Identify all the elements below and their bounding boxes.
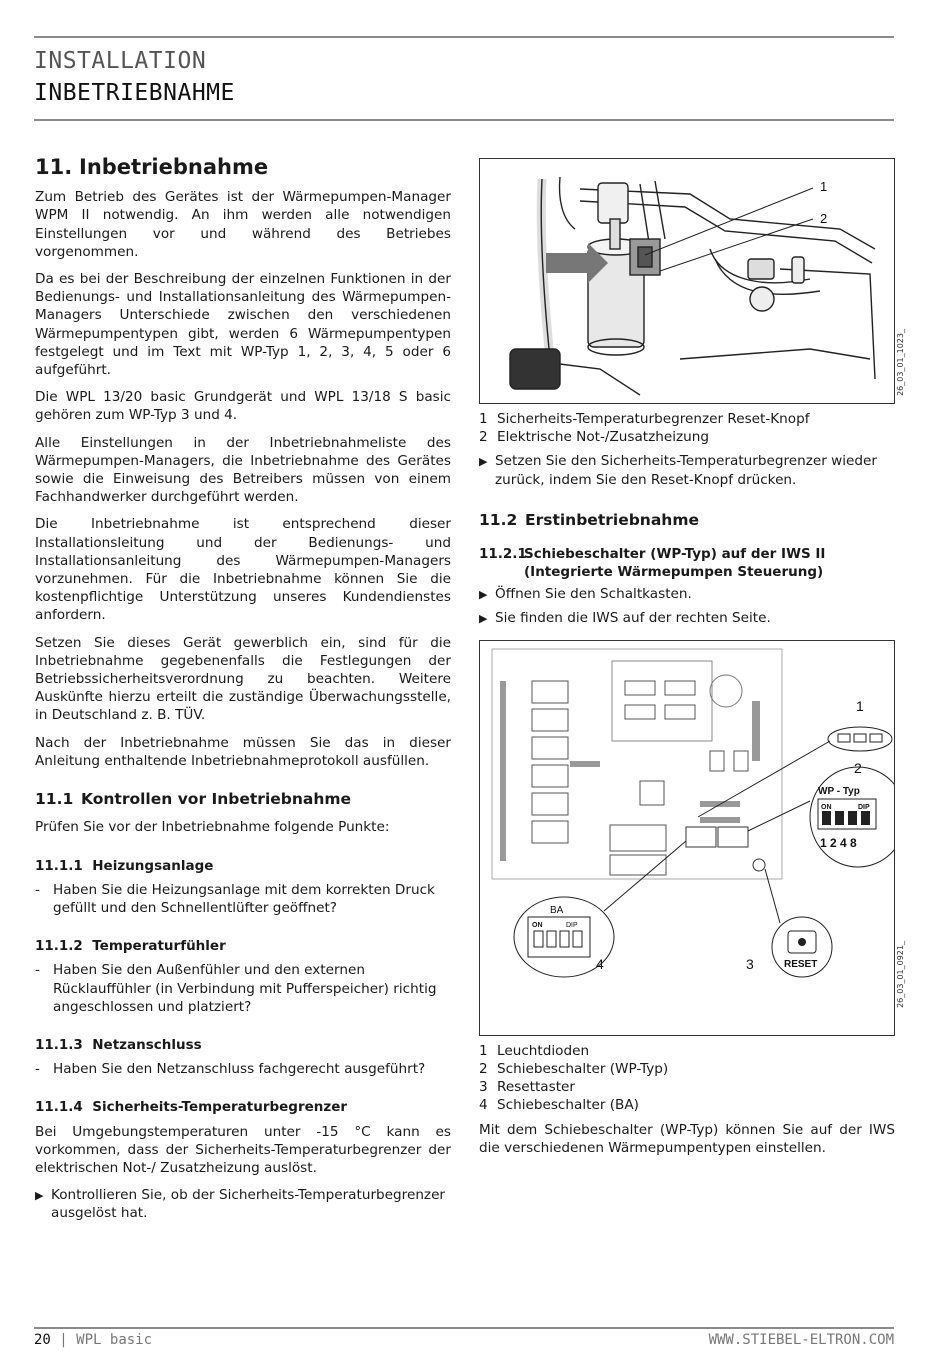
- subsection-title: Schiebeschalter (WP-Typ) auf der IWS II: [524, 546, 826, 563]
- legend-text: Schiebeschalter (WP-Typ): [497, 1061, 669, 1078]
- figure-code: 26_03_01_0921_: [896, 940, 905, 1008]
- legend-text: Resettaster: [497, 1079, 575, 1096]
- subsection-title: Heizungsanlage: [92, 857, 214, 874]
- dash-marker: -: [35, 1061, 40, 1078]
- paragraph: Nach der Inbetriebnahme müssen Sie das in dieser Anleitung enthaltende Inbetriebnahmeprotokoll ausfüllen.: [35, 734, 451, 769]
- ba-dip-label: DIP: [566, 921, 578, 929]
- wp-dip-numbers: 1 2 4 8: [820, 835, 857, 850]
- chapter-title: Inbetriebnahme: [79, 155, 269, 179]
- ba-label: BA: [550, 904, 564, 916]
- callout-2: 2: [820, 211, 828, 226]
- subsection-heading: [479, 545, 895, 581]
- paragraph: Bei Umgebungstemperaturen unter -15 °C kann es vorkommen, dass der Sicherheits-Temperaturbegrenzer der elektrischen Not-/ Zusatzheizung auslöst.: [35, 1123, 451, 1176]
- wp-dip-label: DIP: [858, 803, 870, 811]
- legend-text: Sicherheits-Temperaturbegrenzer Reset-Knopf: [497, 411, 810, 427]
- subsection-heading: [35, 1098, 451, 1116]
- arrow-icon: ▶: [479, 611, 488, 625]
- iws-board-illustration: [480, 641, 894, 1035]
- action-item: [479, 585, 895, 604]
- section-heading-11-1: [35, 790, 451, 808]
- subsection-title: Netzanschluss: [92, 1036, 202, 1053]
- wp-on-label: ON: [821, 803, 832, 811]
- dash-marker: -: [35, 962, 40, 979]
- subsection-heading: [35, 857, 451, 875]
- footer-url[interactable]: WWW.STIEBEL-ELTRON.COM: [708, 1332, 894, 1348]
- action-item: [35, 1186, 451, 1222]
- subsection-number: 11.1.3: [35, 1036, 83, 1053]
- subsection-number: 11.1.4: [35, 1099, 83, 1116]
- paragraph: Da es bei der Beschreibung der einzelnen Funktionen in der Bedienungs- und Installationsanleitung des Wärmepumpen-Managers Unterschiede zwischen den verschiedenen Wärmepumpentypen gibt, werden 6 Wärmepumpentypen festgelegt und im Text mit WP-Typ 1, 2, 3, 4, 5 oder 6 aufgeführt.: [35, 271, 451, 379]
- legend-item: [479, 410, 895, 428]
- paragraph: Alle Einstellungen in der Inbetriebnahmeliste des Wärmepumpen-Managers, die Inbetriebnahme des Gerätes sowie die Einweisung des Betreibers müssen von einem Fachhandwerker durchgeführt werden.: [35, 434, 451, 506]
- reset-label: RESET: [784, 958, 818, 970]
- legend-item: [479, 1060, 895, 1078]
- check-item: [35, 881, 451, 917]
- action-text: Setzen Sie den Sicherheits-Temperaturbegrenzer wieder zurück, indem Sie den Reset-Knopf drücken.: [495, 453, 877, 488]
- figure-code: 26_03_01_1023_: [896, 329, 905, 396]
- dash-marker: -: [35, 881, 40, 898]
- check-item-text: Haben Sie die Heizungsanlage mit dem korrekten Druck gefüllt und den Schnellentlüfter geöffnet?: [53, 881, 435, 916]
- arrow-icon: ▶: [35, 1189, 44, 1203]
- arrow-icon: ▶: [479, 588, 488, 602]
- legend-item: [479, 1078, 895, 1096]
- paragraph: Zum Betrieb des Gerätes ist der Wärmepumpen-Manager WPM II notwendig. An ihm werden alle notwendigen Einstellungen vor und während des Betriebes vorgenommen.: [35, 189, 451, 260]
- footer-rule: [34, 1327, 894, 1329]
- section-title: Erstinbetriebnahme: [525, 510, 699, 529]
- chapter-heading: [35, 155, 451, 179]
- legend-text: Schiebeschalter (BA): [497, 1097, 639, 1114]
- subsection-number: 11.2.1: [479, 546, 527, 563]
- left-column: [35, 155, 451, 1227]
- action-text: Öffnen Sie den Schaltkasten.: [495, 586, 692, 603]
- section-number: 11.2: [479, 510, 518, 529]
- figure2-legend: [479, 1042, 895, 1115]
- legend-number: 2: [479, 429, 488, 446]
- section-number: 11.1: [35, 790, 74, 809]
- action-text: Kontrollieren Sie, ob der Sicherheits-Temperaturbegrenzer ausgelöst hat.: [51, 1187, 446, 1222]
- section-title: Kontrollen vor Inbetriebnahme: [81, 790, 352, 809]
- callout-4: 4: [596, 955, 604, 972]
- chapter-number: 11.: [35, 155, 73, 179]
- subsection-title: Sicherheits-Temperaturbegrenzer: [92, 1099, 348, 1116]
- legend-text: Leuchtdioden: [497, 1042, 590, 1059]
- action-text: Sie finden die IWS auf der rechten Seite.: [495, 609, 771, 626]
- header-section: INSTALLATION: [34, 48, 207, 74]
- subsection-heading: [35, 937, 451, 955]
- figure-heater-photo: [479, 158, 905, 404]
- legend-number: 3: [479, 1079, 488, 1096]
- subsection-title-line2: (Integrierte Wärmepumpen Steuerung): [524, 564, 824, 581]
- callout-2: 2: [854, 759, 862, 776]
- legend-item: [479, 428, 895, 446]
- subsection-title: Temperaturfühler: [92, 938, 226, 955]
- figure-iws-board: [479, 640, 905, 1036]
- header-bottom-rule: [34, 119, 894, 121]
- subsection-number: 11.1.1: [35, 857, 83, 874]
- section-heading-11-2: [479, 511, 895, 529]
- callout-1: 1: [820, 179, 828, 194]
- legend-item: [479, 1096, 895, 1114]
- legend-number: 4: [479, 1097, 488, 1114]
- paragraph: Die WPL 13/20 basic Grundgerät und WPL 13/18 S basic gehören zum WP-Typ 3 und 4.: [35, 389, 451, 424]
- subsection-number: 11.1.2: [35, 938, 83, 955]
- check-item-text: Haben Sie den Netzanschluss fachgerecht ausgeführt?: [53, 1061, 426, 1078]
- paragraph: Mit dem Schiebeschalter (WP-Typ) können Sie auf der IWS die verschiedenen Wärmepumpentypen einstellen.: [479, 1121, 895, 1156]
- wp-type-label: WP - Typ: [818, 785, 860, 797]
- figure1-legend: [479, 410, 895, 446]
- callout-3: 3: [746, 955, 754, 972]
- heater-illustration: [480, 159, 894, 403]
- legend-item: [479, 1042, 895, 1060]
- document-name: WPL basic: [76, 1332, 153, 1348]
- ba-on-label: ON: [532, 921, 543, 929]
- arrow-icon: ▶: [479, 455, 488, 469]
- right-column: [479, 158, 905, 1166]
- legend-number: 1: [479, 1042, 488, 1059]
- legend-number: 2: [479, 1061, 488, 1078]
- legend-text: Elektrische Not-/Zusatzheizung: [497, 429, 710, 446]
- check-item: [35, 961, 451, 1016]
- footer-left: [34, 1332, 152, 1348]
- page-number: 20: [34, 1332, 51, 1348]
- legend-number: 1: [479, 411, 488, 427]
- section-intro: Prüfen Sie vor der Inbetriebnahme folgende Punkte:: [35, 819, 390, 836]
- footer-separator: |: [59, 1332, 68, 1348]
- check-item-text: Haben Sie den Außenfühler und den externen Rücklauffühler (in Verbindung mit Pufferspeicher) richtig angeschlossen und platziert?: [53, 962, 437, 1015]
- header-title: INBETRIEBNAHME: [34, 80, 235, 106]
- paragraph: Die Inbetriebnahme ist entsprechend dieser Installationsleitung und der Bedienungs- und Installationsanleitung des Wärmepumpen-Managers vorzunehmen. Für die Inbetriebnahme können Sie die kostenpflichtige Unterstützung unseres Kundendienstes anfordern.: [35, 516, 451, 624]
- header-top-rule: [34, 36, 894, 38]
- subsection-heading: [35, 1036, 451, 1054]
- action-item: [479, 452, 895, 488]
- paragraph: Setzen Sie dieses Gerät gewerblich ein, sind für die Inbetriebnahme gegebenenfalls die Festlegungen der Betriebssicherheitsverordnung zu beachten. Weitere Auskünfte hierzu erteilt die zuständige Überwachungsstelle, in Deutschland z. B. TÜV.: [35, 634, 451, 724]
- callout-1: 1: [856, 697, 864, 714]
- action-item: [479, 609, 895, 628]
- check-item: [35, 1060, 451, 1078]
